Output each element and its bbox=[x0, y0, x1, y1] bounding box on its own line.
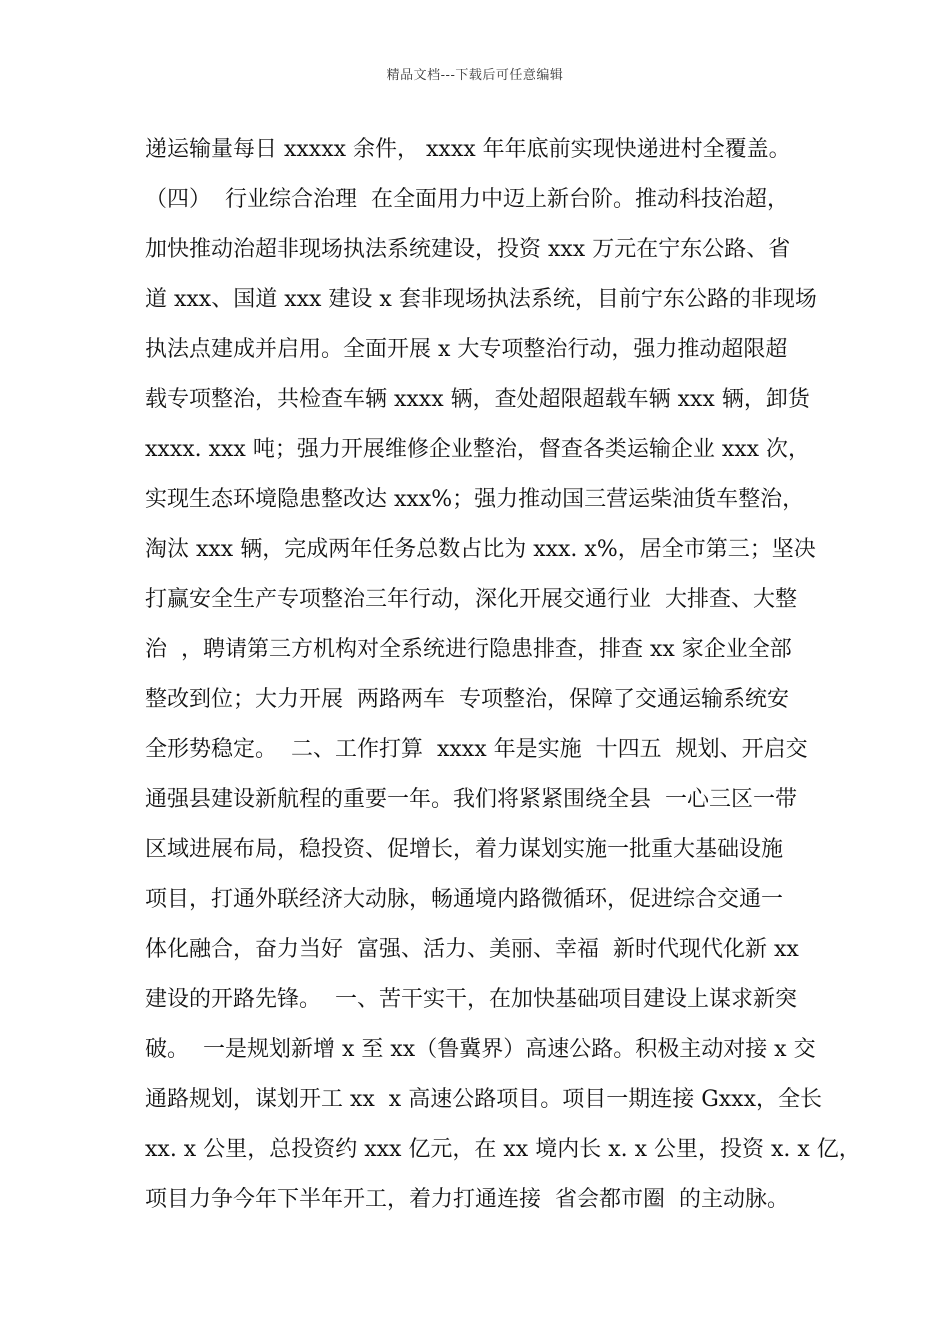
document-body bbox=[145, 125, 861, 1225]
text-line: 建设的开路先锋。 一、苦干实干，在加快基础项目建设上谋求新突 bbox=[145, 987, 797, 1012]
text-line: 项目力争今年下半年开工，着力打通连接 省会都市圈 的主动脉。 bbox=[145, 1187, 789, 1212]
text-line: 破。 一是规划新增 x 至 xx（鲁冀界）高速公路。积极主动对接 x 交 bbox=[145, 1037, 816, 1062]
text-line: （四） 行业综合治理 在全面用力中迈上新台阶。推动科技治超， bbox=[145, 187, 789, 212]
text-line: 加快推动治超非现场执法系统建设，投资 xxx 万元在宁东公路、省 bbox=[145, 237, 791, 262]
text-line: 体化融合，奋力当好 富强、活力、美丽、幸福 新时代现代化新 xx bbox=[145, 937, 799, 962]
text-line: 通路规划，谋划开工 xx x 高速公路项目。项目一期连接 Gxxx，全长 bbox=[145, 1087, 822, 1112]
text-line: 区域进展布局，稳投资、促增长，着力谋划实施一批重大基础设施 bbox=[145, 837, 784, 862]
text-line: 整改到位；大力开展 两路两车 专项整治，保障了交通运输系统安 bbox=[145, 687, 789, 712]
text-line: 打赢安全生产专项整治三年行动，深化开展交通行业 大排查、大整 bbox=[145, 587, 797, 612]
text-line: 道 xxx、国道 xxx 建设 x 套非现场执法系统，目前宁东公路的非现场 bbox=[145, 287, 817, 312]
text-line: 载专项整治，共检查车辆 xxxx 辆，查处超限超载车辆 xxx 辆，卸货 bbox=[145, 387, 810, 412]
text-line: xxxx. xxx 吨；强力开展维修企业整治，督查各类运输企业 xxx 次， bbox=[145, 437, 811, 462]
text-line: 实现生态环境隐患整改达 xxx%；强力推动国三营运柴油货车整治， bbox=[145, 487, 805, 512]
text-line: 通强县建设新航程的重要一年。我们将紧紧围绕全县 一心三区一带 bbox=[145, 787, 797, 812]
text-line: 执法点建成并启用。全面开展 x 大专项整治行动，强力推动超限超 bbox=[145, 337, 788, 362]
page-header: 精品文档---下载后可任意编辑 bbox=[386, 68, 564, 83]
text-line: 全形势稳定。 二、工作打算 xxxx 年是实施 十四五 规划、开启交 bbox=[145, 737, 808, 762]
text-line: 项目，打通外联经济大动脉，畅通境内路微循环，促进综合交通一 bbox=[145, 887, 784, 912]
text-line: 淘汰 xxx 辆，完成两年任务总数占比为 xxx. x%，居全市第三；坚决 bbox=[145, 537, 816, 562]
text-line: xx. x 公里，总投资约 xxx 亿元，在 xx 境内长 x. x 公里，投资 x. x 亿， bbox=[145, 1137, 861, 1162]
text-line: 治 ，聘请第三方机构对全系统进行隐患排查，排查 xx 家企业全部 bbox=[145, 637, 792, 662]
text-line: 递运输量每日 xxxxx 余件， xxxx 年年底前实现快递进村全覆盖。 bbox=[145, 137, 791, 162]
